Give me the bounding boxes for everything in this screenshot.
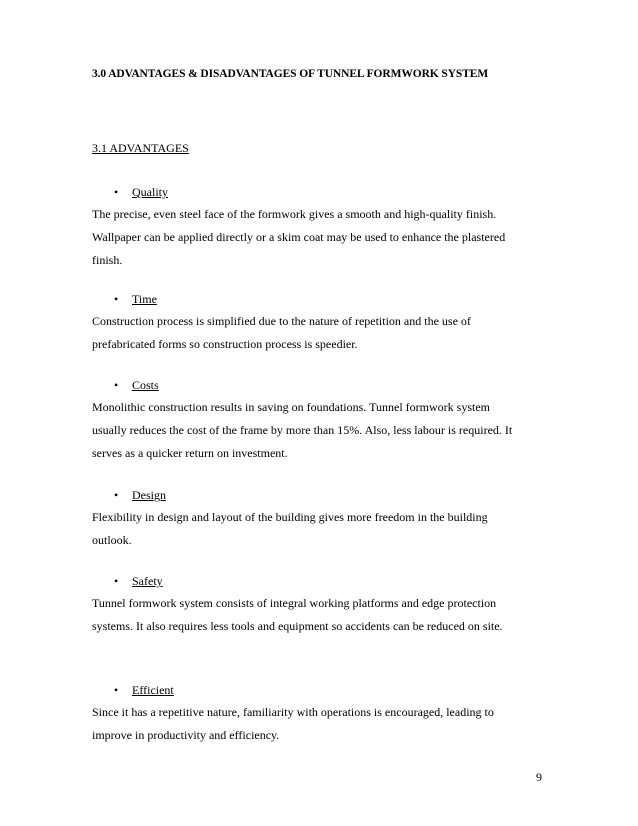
text-line: outlook. <box>92 533 132 547</box>
section-heading: 3.0 ADVANTAGES & DISADVANTAGES OF TUNNEL FORMWORK SYSTEM <box>92 68 489 80</box>
bullet-icon: • <box>114 488 119 502</box>
text-line: Flexibility in design and layout of the building gives more freedom in the building <box>92 510 488 524</box>
bullet-item <box>92 290 552 308</box>
text-line: Since it has a repetitive nature, familiarity with operations is encouraged, leading to <box>92 705 494 719</box>
page-number: 9 <box>536 770 542 784</box>
bullet-item <box>92 183 552 201</box>
bullet-icon: • <box>114 185 119 199</box>
text-line: prefabricated forms so construction process is speedier. <box>92 337 358 351</box>
advantage-description <box>92 506 552 552</box>
text-line: usually reduces the cost of the frame by more than 15%. Also, less labour is required. It <box>92 423 513 437</box>
subsection-heading: 3.1 ADVANTAGES <box>92 141 189 155</box>
text-line: The precise, even steel face of the formwork gives a smooth and high-quality finish. <box>92 207 497 221</box>
bullet-item <box>92 681 552 699</box>
advantage-time <box>92 290 552 356</box>
text-line: Tunnel formwork system consists of integral working platforms and edge protection <box>92 596 497 610</box>
advantage-description <box>92 310 552 356</box>
text-line: Monolithic construction results in saving on foundations. Tunnel formwork system <box>92 400 490 414</box>
advantage-costs <box>92 376 552 465</box>
advantage-efficient <box>92 681 552 747</box>
text-line: Wallpaper can be applied directly or a skim coat may be used to enhance the plastered <box>92 230 506 244</box>
advantage-description <box>92 396 552 465</box>
advantage-title: Costs <box>132 378 159 392</box>
advantage-title: Safety <box>132 574 163 588</box>
text-line: improve in productivity and efficiency. <box>92 728 280 742</box>
advantage-description <box>92 203 552 272</box>
advantage-title: Quality <box>132 185 168 199</box>
advantage-safety <box>92 572 552 638</box>
bullet-item <box>92 572 552 590</box>
text-line: serves as a quicker return on investment. <box>92 446 288 460</box>
bullet-icon: • <box>114 292 119 306</box>
advantage-title: Time <box>132 292 157 306</box>
advantage-description <box>92 592 552 638</box>
bullet-icon: • <box>114 683 119 697</box>
advantage-design <box>92 486 552 552</box>
advantage-quality <box>92 183 552 272</box>
advantage-title: Design <box>132 488 166 502</box>
text-line: finish. <box>92 253 123 267</box>
bullet-item <box>92 376 552 394</box>
bullet-icon: • <box>114 574 119 588</box>
text-line: systems. It also requires less tools and equipment so accidents can be reduced on site. <box>92 619 503 633</box>
bullet-icon: • <box>114 378 119 392</box>
advantage-title: Efficient <box>132 683 174 697</box>
text-line: Construction process is simplified due to the nature of repetition and the use of <box>92 314 471 328</box>
advantage-description <box>92 701 552 747</box>
bullet-item <box>92 486 552 504</box>
